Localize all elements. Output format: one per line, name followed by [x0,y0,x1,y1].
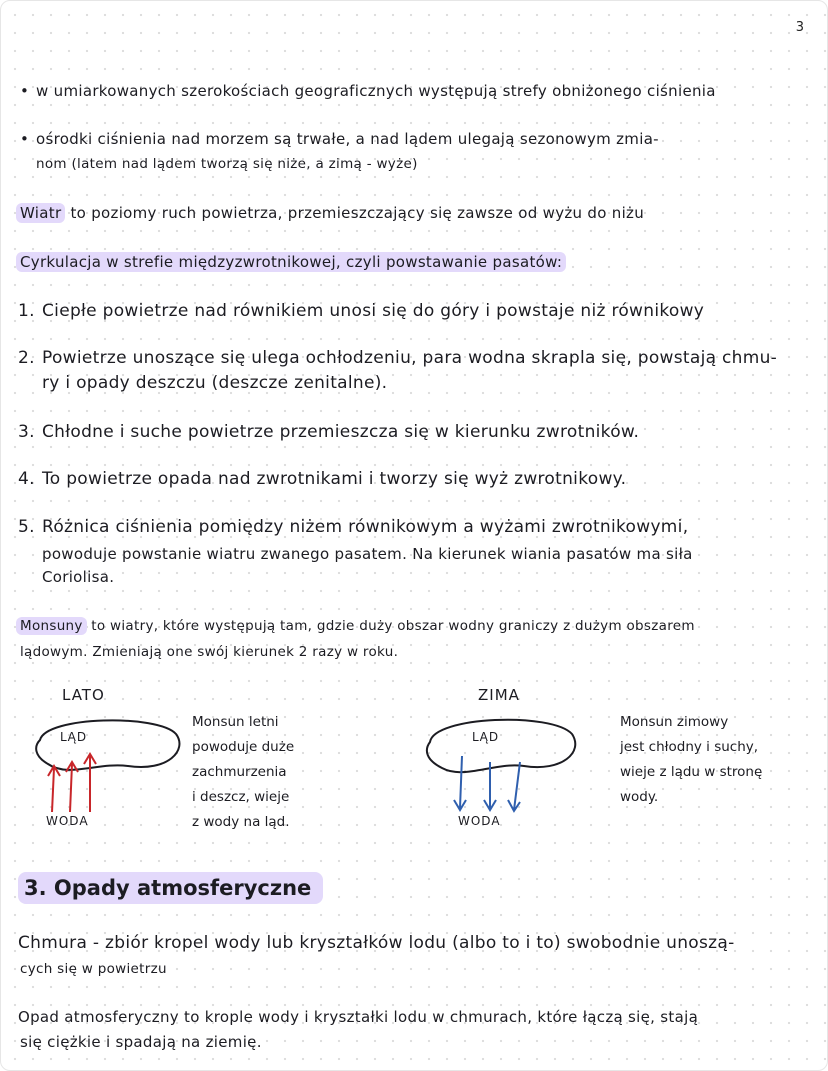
step-text: Ciepłe powietrze nad równikiem unosi się do góry i powstaje niż równikowy [42,301,705,321]
winter-description [620,710,762,810]
summer-arrows [48,754,96,812]
page-number: 3 [795,20,804,35]
step-number: 5. [18,517,35,537]
precipitation-definition: Opad atmosferyczny to krople wody i kryształki lodu w chmurach, które łączą się, stają [18,1008,699,1026]
winter-title: ZIMA [478,686,520,704]
winter-monsoon-diagram [420,712,585,822]
bullet-text: ośrodki ciśnienia nad morzem są trwałe, a nad lądem ulegają sezonowym zmia- [36,130,659,148]
circulation-title [16,251,566,274]
monsoon-continuation: lądowym. Zmieniają one swój kierunek 2 razy w roku. [20,644,399,660]
winter-arrows [454,756,520,811]
desc-line: i deszcz, wieje [192,789,290,805]
desc-line: powoduje duże [192,739,295,755]
desc-line: zachmurzenia [192,764,287,780]
bullet-item [20,128,659,151]
step-number: 4. [18,469,35,489]
section-3-heading: 3. Opady atmosferyczne [18,872,323,904]
step-text: To powietrze opada nad zwrotnikami i tworzy się wyż zwrotnikowy. [42,469,627,489]
arrow-down [508,762,520,811]
monsoon-text: to wiatry, które występują tam, gdzie duży obszar wodny graniczy z dużym obszarem [91,618,695,634]
step-2-continuation: ry i opady deszczu (deszcze zenitalne). [42,373,388,393]
step-number: 3. [18,422,35,442]
desc-line: wieje z lądu w stronę [620,764,763,780]
land-outline [36,720,179,769]
bullet-dot: • [20,82,30,100]
cloud-definition: Chmura - zbiór kropel wody lub kryształków lodu (albo to i to) swobodnie unoszą- [18,933,735,953]
summer-title: LATO [62,686,105,704]
wind-definition [16,202,644,225]
cloud-definition-continuation: cych się w powietrzu [20,961,167,977]
monsoon-definition [16,615,695,638]
wind-text: to poziomy ruch powietrza, przemieszczający się zawsze od wyżu do niżu [70,204,645,222]
summer-water-label: WODA [46,814,89,828]
summer-monsoon-diagram [28,712,188,822]
precipitation-definition-continuation: się ciężkie i spadają na ziemię. [20,1033,262,1051]
summer-land-label: LĄD [60,730,88,744]
summer-description [192,710,294,835]
bullet-continuation: nom (latem nad lądem tworzą się niże, a zimą - wyże) [36,156,418,172]
step-text: Powietrze unoszące się ulega ochłodzeniu, para wodna skrapla się, powstają chmu- [42,348,778,368]
step-5-continuation: powoduje powstanie wiatru zwanego pasatem. Na kierunek wiania pasatów ma siła [42,545,693,563]
bullet-dot: • [20,130,30,148]
arrow-up [48,766,60,812]
step-5 [18,516,688,539]
arrow-up [84,754,96,812]
arrow-up [66,762,78,812]
arrow-down [454,756,466,810]
circulation-title-text: Cyrkulacja w strefie międzyzwrotnikowej, czyli powstawanie pasatów: [16,252,566,272]
winter-water-label: WODA [458,814,501,828]
monsoon-term: Monsuny [16,617,87,635]
desc-line: wody. [620,789,659,805]
step-number: 2. [18,348,35,368]
step-text: Chłodne i suche powietrze przemieszcza się w kierunku zwrotników. [42,422,640,442]
desc-line: Monsun zimowy [620,714,729,730]
step-text: Różnica ciśnienia pomiędzy niżem równikowym a wyżami zwrotnikowymi, [42,517,689,537]
land-outline [427,720,575,772]
step-3 [18,421,639,444]
bullet-text: w umiarkowanych szerokościach geograficznych występują strefy obniżonego ciśnienia [36,82,716,100]
step-5-continuation: Coriolisa. [42,568,115,586]
winter-land-label: LĄD [472,730,500,744]
desc-line: Monsun letni [192,714,279,730]
step-number: 1. [18,301,35,321]
step-1 [18,300,704,323]
step-2 [18,347,777,370]
desc-line: jest chłodny i suchy, [620,739,759,755]
wind-term: Wiatr [16,203,65,223]
bullet-item [20,80,716,103]
step-4 [18,468,626,491]
desc-line: z wody na ląd. [192,814,290,830]
